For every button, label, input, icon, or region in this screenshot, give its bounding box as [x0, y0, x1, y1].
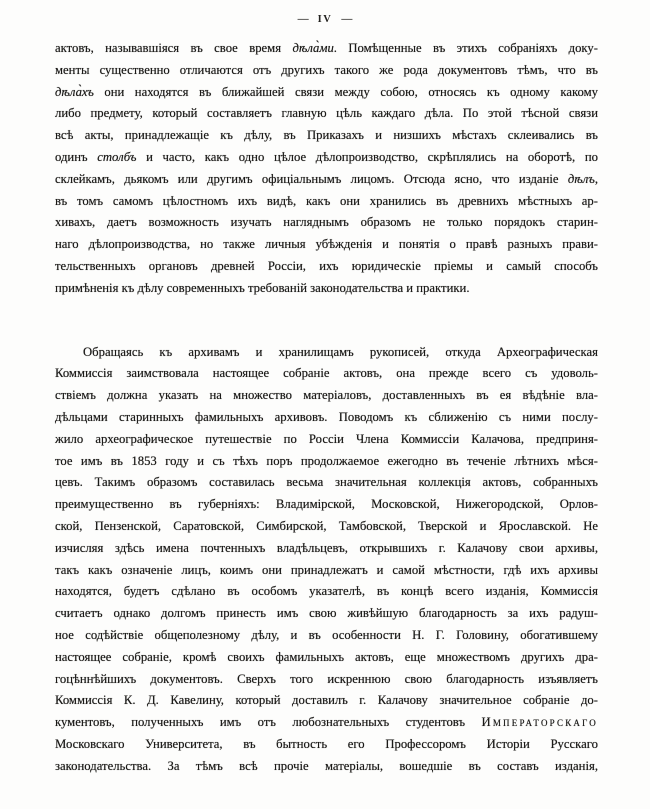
line-content — [55, 150, 598, 164]
text-line — [55, 38, 598, 60]
text-line — [55, 603, 598, 625]
text-segment: актовъ, называвшіяся въ свое время — [55, 41, 293, 55]
line-content — [55, 432, 598, 446]
line-content — [55, 584, 598, 598]
text-line — [55, 451, 598, 473]
text-line — [55, 538, 598, 560]
text-line — [55, 647, 598, 669]
text-segment: ное содѣйствіе общеполезному дѣлу, и въ особенности Н. Г. Головину, обогатившему — [55, 627, 598, 642]
text-segment: либо предмету, который составляетъ главную цѣль каждаго дѣла. По этой тѣсной связи — [55, 106, 598, 121]
text-line — [55, 342, 598, 364]
text-line — [55, 669, 598, 691]
text-line — [55, 234, 598, 256]
text-segment: склейкамъ, дьякомъ или другимъ офиціальнымъ лицомъ. Отсюда ясно, что изданіе — [55, 171, 568, 186]
text-segment: въ томъ самомъ цѣлостномъ ихъ видѣ, какъ они хранились въ древнихъ мѣстныхъ ар- — [55, 193, 598, 208]
text-line — [55, 125, 598, 147]
text-line — [55, 256, 598, 278]
line-content — [55, 237, 598, 251]
text-segment: и часто, какъ одно цѣлое дѣлопроизводство, скрѣплялись на оборотѣ, по — [136, 149, 598, 164]
text-line — [55, 212, 598, 234]
text-segment: цевъ. Такимъ образомъ составилась весьма значительная коллекція актовъ, собранныхъ — [55, 475, 598, 490]
text-line — [55, 363, 598, 385]
line-content — [55, 606, 598, 620]
italic-term: дѣла̀хъ — [55, 84, 94, 99]
text-segment: преимущественно въ губерніяхъ: Владимірской, Московской, Нижегородской, Орлов- — [55, 497, 598, 512]
page-number: IV — [317, 14, 333, 25]
text-segment: менты существенно отличаются отъ другихъ такого же рода документовъ тѣмъ, что въ — [55, 62, 598, 77]
text-segment: тельственныхъ органовъ древней Россіи, ихъ юридическіе пріемы и самый способъ — [55, 258, 598, 273]
text-segment: всѣ акты, принадлежащіе къ дѣлу, въ Приказахъ и низшихъ мѣстахъ склеивались въ — [55, 128, 598, 143]
line-content — [83, 345, 598, 359]
text-segment: дѣльцами старинныхъ фамильныхъ архивовъ. Поводомъ къ сближенію съ ними послу- — [55, 409, 598, 424]
text-segment: Московскаго Университета, въ бытность его Профессоромъ Исторіи Русскаго — [55, 736, 598, 751]
text-line — [55, 82, 598, 104]
text-line — [55, 429, 598, 451]
text-line — [55, 712, 598, 734]
text-segment: хивахъ, даетъ возможность изучать нагляднымъ образомъ не только порядокъ старин- — [55, 215, 598, 230]
line-content — [55, 672, 598, 686]
text-segment: изчисляя здѣсь имена почтенныхъ владѣльцевъ, открывшихъ г. Калачову свои архивы, — [55, 540, 598, 555]
text-segment: Обращаясь къ архивамъ и хранилищамъ рукописей, откуда Археографическая — [83, 344, 598, 359]
line-content — [55, 563, 598, 577]
text-segment: ской, Пензенской, Саратовской, Симбирской, Тамбовской, Тверской и Ярославской. Не — [55, 518, 598, 533]
text-segment: Коммиссія заимствовала настоящее собраніе актовъ, она прежде всего съ удоволь- — [55, 366, 598, 381]
line-content — [55, 128, 598, 142]
line-content — [55, 63, 598, 77]
header-left-dash: — — [297, 13, 309, 25]
text-segment: жило археографическое путешествіе по Россіи Члена Коммиссіи Калачова, предприня- — [55, 431, 598, 446]
text-segment: считаетъ однако долгомъ принесть имъ свою живѣйшую благодарность за ихъ радуш- — [55, 606, 598, 621]
text-segment: кументовъ, полученныхъ имъ отъ любознательныхъ студентовъ — [55, 715, 482, 730]
text-line — [55, 103, 598, 125]
line-content — [55, 106, 598, 120]
text-segment: тое имъ въ 1853 году и съ тѣхъ поръ продолжаемое ежегодно въ теченіе лѣтнихъ мѣся- — [55, 453, 598, 468]
line-content — [55, 497, 598, 511]
text-segment: настоящее собраніе, кромѣ своихъ фамильныхъ актовъ, еще множествомъ другихъ дра- — [55, 649, 598, 664]
text-segment: гоцѣннѣйшихъ документовъ. Сверхъ того искреннюю свою благодарность изъявляетъ — [55, 671, 598, 686]
line-content — [55, 194, 598, 208]
text-line — [55, 191, 598, 213]
text-segment: примѣненія къ дѣлу современныхъ требованій законодательства и практики. — [55, 280, 470, 295]
line-content — [55, 259, 598, 273]
line-content — [55, 519, 598, 533]
text-segment: , — [594, 171, 598, 186]
line-content — [55, 650, 598, 664]
text-segment: находятся, будетъ сдѣлано въ особомъ указателѣ, въ концѣ всего изданія, Коммиссія — [55, 584, 598, 599]
letterspaced-name: Императорскаго — [481, 715, 598, 730]
text-line — [55, 169, 598, 191]
text-line — [55, 494, 598, 516]
text-segment: наго дѣлопроизводства, но также личныя убѣжденія и понятія о правѣ разныхъ прави- — [55, 237, 598, 252]
line-content — [55, 628, 598, 642]
line-content — [55, 693, 598, 707]
text-line — [55, 147, 598, 169]
text-line — [55, 407, 598, 429]
line-content — [55, 410, 598, 424]
italic-term: дѣлъ — [567, 171, 595, 186]
line-content — [55, 715, 598, 729]
italic-term: дѣла̀ми — [292, 41, 334, 55]
text-line — [55, 560, 598, 582]
text-line — [55, 516, 598, 538]
line-content — [55, 475, 598, 489]
text-segment: Коммиссія К. Д. Кавелину, который доставилъ г. Калачову значительное собраніе до- — [55, 693, 598, 708]
text-segment: . Помѣщенные въ этихъ собраніяхъ доку- — [333, 41, 598, 55]
text-segment: законодательства. За тѣмъ всѣ прочіе матеріалы, вошедшіе въ составъ изданія, — [55, 758, 598, 773]
line-content — [55, 454, 598, 468]
line-content — [55, 737, 598, 751]
text-line — [55, 60, 598, 82]
page-text-block — [55, 38, 598, 778]
line-content — [55, 388, 598, 402]
text-line — [55, 385, 598, 407]
line-content — [55, 215, 598, 229]
line-content — [55, 85, 598, 99]
text-line — [55, 278, 598, 300]
paragraph — [55, 342, 598, 778]
page-header — [0, 13, 650, 25]
paragraph — [55, 38, 598, 300]
line-content — [55, 172, 598, 186]
text-segment: такъ какъ означеніе лицъ, коимъ они принадлежатъ и самой мѣстности, гдѣ ихъ архивы — [55, 562, 598, 577]
line-content — [55, 759, 598, 773]
text-line — [55, 472, 598, 494]
text-line — [55, 756, 598, 778]
line-content — [55, 281, 470, 295]
text-line — [55, 581, 598, 603]
italic-term: столбъ — [97, 149, 137, 164]
text-segment: одинъ — [55, 149, 98, 164]
line-content — [55, 541, 598, 555]
line-content — [55, 366, 598, 380]
text-segment: ствіемъ должна указать на множество матеріаловъ, доставленныхъ въ ея вѣдѣніе вла- — [55, 388, 598, 403]
text-line — [55, 625, 598, 647]
text-line — [55, 734, 598, 756]
text-segment: они находятся въ ближайшей связи между собою, относясь къ одному какому — [93, 84, 598, 99]
line-content — [55, 41, 598, 55]
header-right-dash: — — [341, 13, 353, 25]
text-line — [55, 690, 598, 712]
